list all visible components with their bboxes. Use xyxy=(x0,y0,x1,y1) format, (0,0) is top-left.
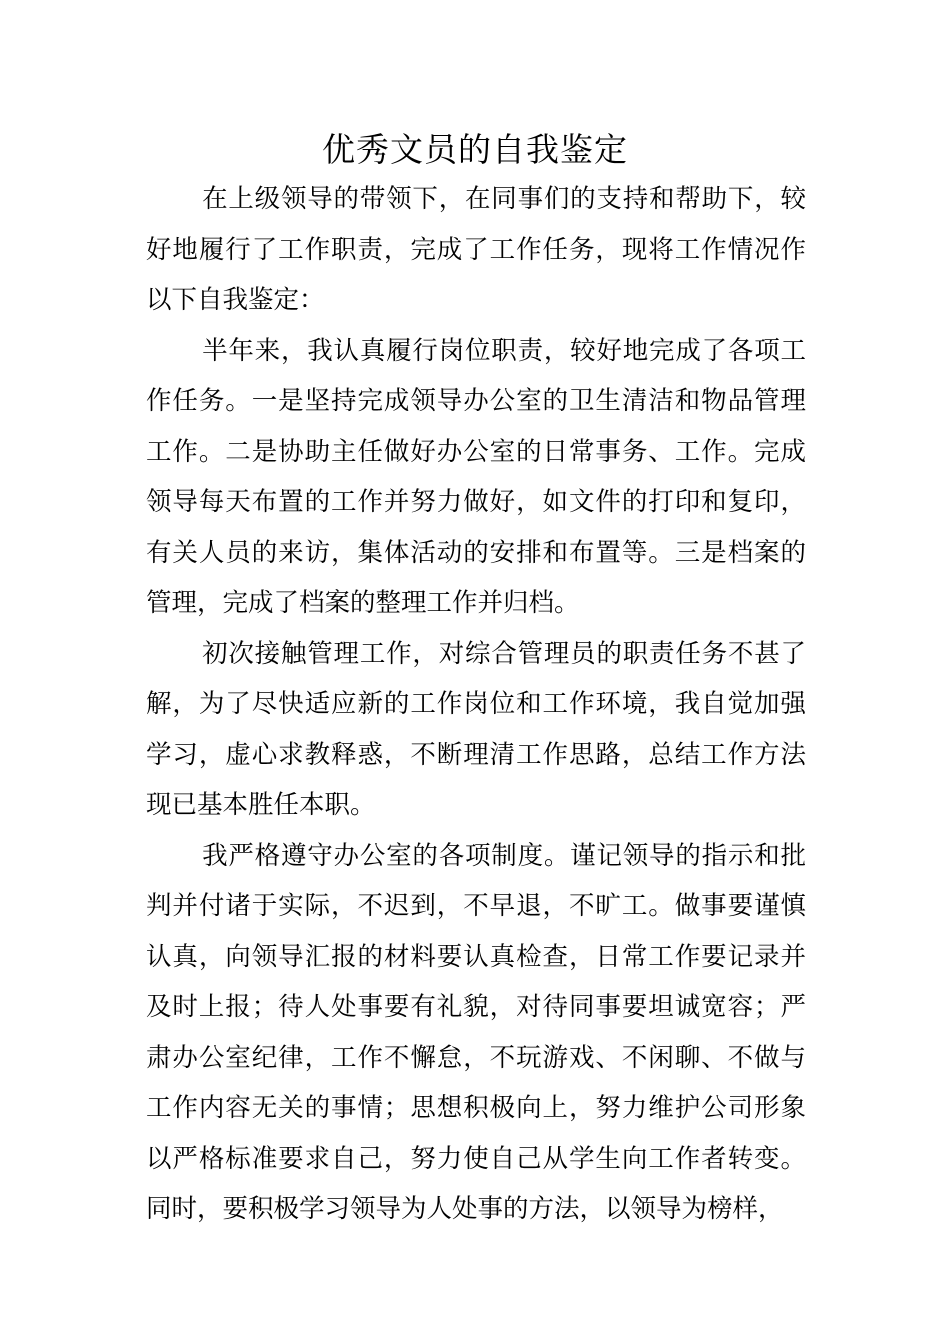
document-body xyxy=(146,174,806,1235)
paragraph-duties: 半年来，我认真履行岗位职责，较好地完成了各项工作任务。一是坚持完成领导办公室的卫生清洁和物品管理工作。二是协助主任做好办公室的日常事务、工作。完成领导每天布置的工作并努力做好，如文件的打印和复印，有关人员的来访，集体活动的安排和布置等。三是档案的管理，完成了档案的整理工作并归档。 xyxy=(146,335,806,618)
document-title: 优秀文员的自我鉴定 xyxy=(322,130,628,169)
paragraph-intro: 在上级领导的带领下，在同事们的支持和帮助下，较好地履行了工作职责，完成了工作任务，现将工作情况作以下自我鉴定： xyxy=(146,184,806,315)
paragraph-discipline: 我严格遵守办公室的各项制度。谨记领导的指示和批判并付诸于实际，不迟到，不早退，不旷工。做事要谨慎认真，向领导汇报的材料要认真检查，日常工作要记录并及时上报；待人处事要有礼貌，对待同事要坦诚宽容；严肃办公室纪律，工作不懈怠，不玩游戏、不闲聊、不做与工作内容无关的事情；思想积极向上，努力维护公司形象以严格标准要求自己，努力使自己从学生向工作者转变。同时，要积极学习领导为人处事的方法，以领导为榜样， xyxy=(146,840,806,1224)
paragraph-learning: 初次接触管理工作，对综合管理员的职责任务不甚了解，为了尽快适应新的工作岗位和工作环境，我自觉加强学习，虚心求教释惑，不断理清工作思路，总结工作方法现已基本胜任本职。 xyxy=(146,638,806,820)
